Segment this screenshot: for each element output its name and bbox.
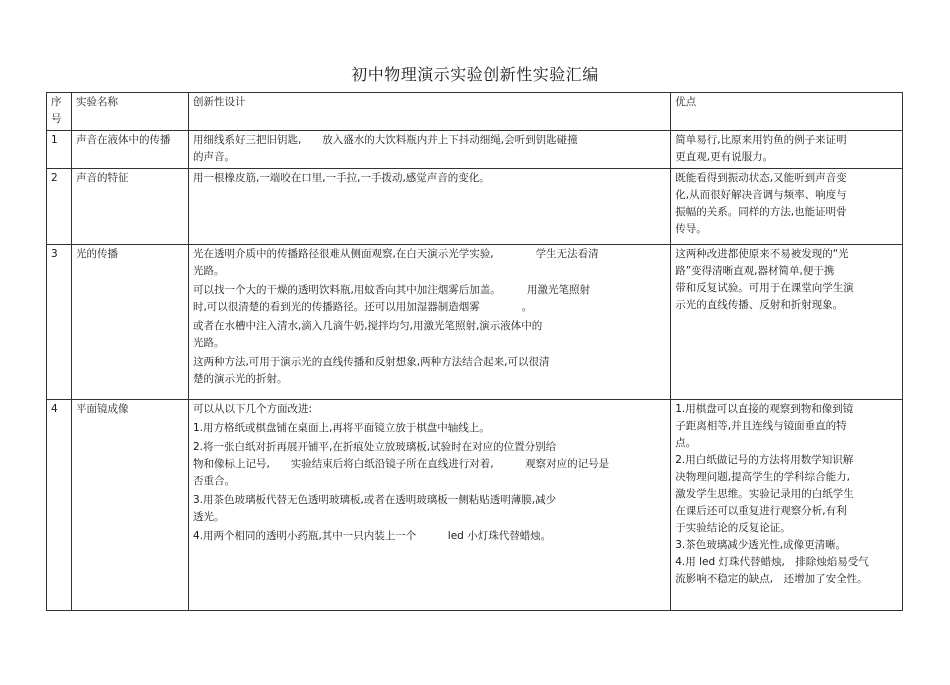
row-advantage (671, 245, 903, 400)
table-row (47, 400, 903, 611)
advantage-line: 这两种改进都使原来不易被发现的“光 (675, 248, 849, 260)
advantage-line: 点。 (675, 437, 697, 449)
row-seq: 3 (47, 245, 72, 400)
row-design (188, 400, 670, 611)
design-line: 楚的演示光的折射。 (192, 373, 288, 385)
advantage-line: 振幅的关系。同样的方法,也能证明骨 (675, 206, 847, 218)
design-line: 时,可以很清楚的看到光的传播路径。还可以用加湿器制造烟雾 。 (192, 301, 533, 313)
header-seq: 序号 (47, 93, 72, 131)
header-advantage: 优点 (671, 93, 903, 131)
row-experiment-name: 声音在液体中的传播 (72, 131, 189, 169)
design-line: 的声音。 (192, 151, 235, 163)
row-advantage (671, 169, 903, 245)
design-line: 1.用方格纸或棋盘铺在桌面上,再将平面镜立放于棋盘中轴线上。 (192, 422, 490, 434)
design-line: 2.将一张白纸对折再展开铺平,在折痕处立放玻璃板,试验时在对应的位置分别给 (192, 441, 557, 453)
advantage-line: 简单易行,比原来用钓鱼的例子来证明 (675, 134, 847, 146)
row-design (188, 131, 670, 169)
advantage-line: 化,从而很好解决音调与频率、响度与 (675, 189, 847, 201)
advantage-line: 于实验结论的反复论证。 (675, 522, 791, 534)
advantage-line: 激发学生思维。实验记录用的白纸学生 (675, 488, 854, 500)
design-line: 4.用两个相同的透明小药瓶,其中一只内装上一个 led 小灯珠代替蜡烛。 (192, 530, 552, 542)
advantage-line: 在课后还可以重复进行观察分析,有利 (675, 505, 847, 517)
advantage-line: 2.用白纸做记号的方法将用数学知识解 (675, 454, 854, 466)
advantage-line: 1.用棋盘可以直接的观察到物和像到镜 (675, 403, 854, 415)
table-row (47, 169, 903, 245)
row-advantage (671, 131, 903, 169)
row-experiment-name: 声音的特征 (72, 169, 189, 245)
row-experiment-name: 平面镜成像 (72, 400, 189, 611)
design-line: 光路。 (192, 337, 225, 349)
advantage-line: 3.茶色玻璃减少透光性,成像更清晰。 (675, 539, 847, 551)
design-line: 光在透明介质中的传播路径很难从侧面观察,在白天演示光学实验, 学生无法看清 (192, 248, 599, 260)
design-line: 这两种方法,可用于演示光的直线传播和反射想象,两种方法结合起来,可以很清 (192, 356, 550, 368)
table-row (47, 131, 903, 169)
advantage-line: 4.用 led 灯珠代替蜡烛, 排除烛焰易受气 (675, 556, 869, 568)
document-title: 初中物理演示实验创新性实验汇编 (351, 65, 599, 84)
row-design (188, 245, 670, 400)
advantage-line: 既能看得到振动状态,又能听到声音变 (675, 172, 847, 184)
design-line: 用一根橡皮筋,一端咬在口里,一手拉,一手拨动,感觉声音的变化。 (192, 172, 490, 184)
advantage-line: 带和反复试验。可用于在课堂向学生演 (675, 282, 854, 294)
design-line: 否重合。 (192, 475, 235, 487)
row-design (188, 169, 670, 245)
design-line: 透光。 (192, 511, 225, 523)
design-line: 光路。 (192, 265, 225, 277)
table-header-row (47, 93, 903, 131)
row-seq: 1 (47, 131, 72, 169)
header-design: 创新性设计 (188, 93, 670, 131)
design-line: 或者在水槽中注入清水,滴入几滴牛奶,搅拌均匀,用激光笔照射,演示液体中的 (192, 320, 543, 332)
design-line: 可以从以下几个方面改进: (192, 403, 312, 415)
experiment-table (46, 92, 903, 611)
advantage-line: 更直观,更有说服力。 (675, 151, 774, 163)
advantage-line: 子距离相等,并且连线与镜面垂直的特 (675, 420, 847, 432)
design-line: 用细线系好三把旧钥匙, 放入盛水的大饮料瓶内并上下抖动细绳,会听到钥匙碰撞 (192, 134, 578, 146)
row-advantage (671, 400, 903, 611)
advantage-line: 示光的直线传播、反射和折射现象。 (675, 299, 844, 311)
advantage-line: 流影响不稳定的缺点, 还增加了安全性。 (675, 573, 868, 585)
design-line: 物和像标上记号, 实验结束后将白纸沿镜子所在直线进行对着, 观察对应的记号是 (192, 458, 610, 470)
row-seq: 2 (47, 169, 72, 245)
advantage-line: 决物理问题,提高学生的学科综合能力, (675, 471, 850, 483)
row-experiment-name: 光的传播 (72, 245, 189, 400)
row-seq: 4 (47, 400, 72, 611)
design-line: 3.用茶色玻璃板代替无色透明玻璃板,或者在透明玻璃板一侧粘贴透明薄膜,减少 (192, 494, 557, 506)
design-line: 可以找一个大的干燥的透明饮料瓶,用蚊香向其中加注烟雾后加盖。 用激光笔照射 (192, 284, 591, 296)
advantage-line: 路”变得清晰直观,器材简单,便于携 (675, 265, 835, 277)
advantage-line: 传导。 (675, 223, 707, 235)
header-name: 实验名称 (72, 93, 189, 131)
table-row (47, 245, 903, 400)
